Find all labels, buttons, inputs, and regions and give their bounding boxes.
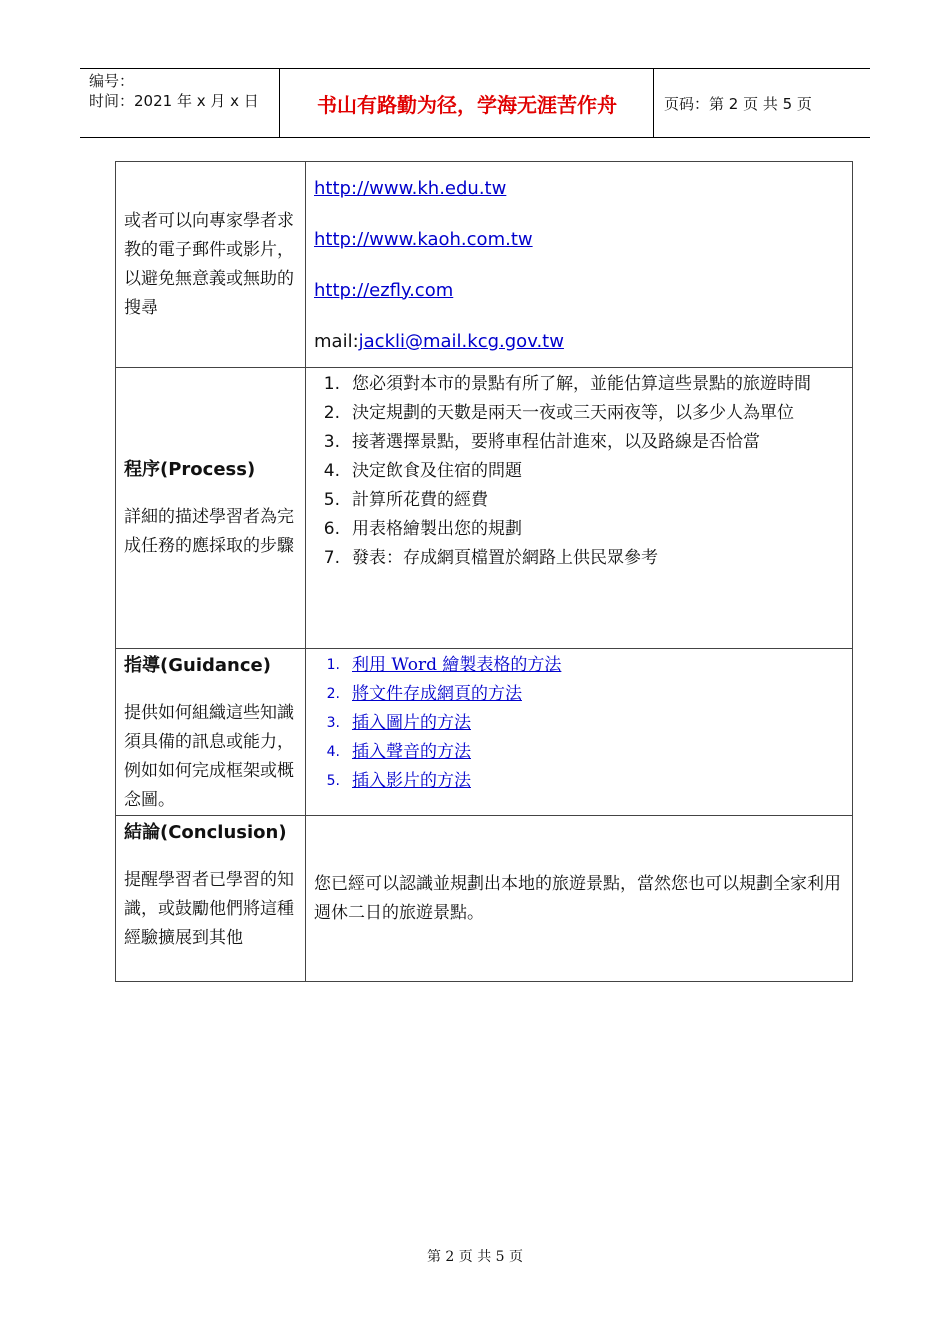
- link-kh-edu[interactable]: http://www.kh.edu.tw: [314, 177, 507, 199]
- guidance-link[interactable]: 插入聲音的方法: [352, 742, 471, 762]
- table-row: [116, 649, 853, 816]
- conclusion-label-cell: [116, 816, 306, 982]
- resources-desc: 或者可以向專家學者求教的電子郵件或影片，以避免無意義或無助的搜尋: [124, 210, 294, 318]
- process-step-2: [314, 399, 844, 428]
- link-kaoh[interactable]: http://www.kaoh.com.tw: [314, 228, 533, 250]
- page-number-label: 页码：第 2 页 共 5 页: [664, 94, 812, 113]
- guidance-item-3[interactable]: [314, 709, 844, 738]
- guidance-link[interactable]: 將文件存成網頁的方法: [352, 684, 522, 704]
- process-steps: [314, 370, 844, 573]
- table-row: [116, 162, 853, 368]
- guidance-link[interactable]: 插入圖片的方法: [352, 713, 471, 733]
- process-title: 程序(Process): [124, 459, 256, 480]
- step-text: 計算所花費的經費: [352, 490, 488, 510]
- number-label: 编号：: [89, 72, 135, 90]
- step-text: 發表：存成網頁檔置於網路上供民眾參考: [352, 548, 658, 568]
- list-number: 5.: [323, 490, 340, 510]
- process-desc: 詳細的描述學習者為完成任務的應採取的步驟: [124, 507, 294, 556]
- process-step-4: [314, 457, 844, 486]
- guidance-item-1[interactable]: [314, 651, 844, 680]
- table-row: [116, 368, 853, 649]
- table-row: [116, 816, 853, 982]
- mail-link[interactable]: jackli@mail.kcg.gov.tw: [358, 330, 564, 352]
- list-number: 1.: [323, 374, 340, 394]
- list-number: 4.: [323, 461, 340, 481]
- step-text: 接著選擇景點，要將車程估計進來，以及路線是否恰當: [352, 432, 760, 452]
- step-text: 用表格繪製出您的規劃: [352, 519, 522, 539]
- guidance-items-cell: [306, 649, 853, 816]
- list-number: 6.: [323, 519, 340, 539]
- list-number: 2.: [326, 686, 340, 702]
- process-step-6: [314, 515, 844, 544]
- guidance-title: 指導(Guidance): [124, 655, 271, 676]
- guidance-item-2[interactable]: [314, 680, 844, 709]
- list-number: 1.: [326, 657, 340, 673]
- header-meta: [80, 69, 280, 137]
- conclusion-text-cell: [306, 816, 853, 982]
- step-text: 決定規劃的天數是兩天一夜或三天兩夜等，以多少人為單位: [352, 403, 794, 423]
- mail-prefix: mail:: [314, 330, 359, 352]
- step-text: 您必須對本市的景點有所了解，並能估算這些景點的旅遊時間: [352, 374, 811, 394]
- list-number: 2.: [323, 403, 340, 423]
- guidance-item-5[interactable]: [314, 767, 844, 796]
- link-ezfly[interactable]: http://ezfly.com: [314, 279, 454, 301]
- list-number: 7.: [323, 548, 340, 568]
- guidance-label-cell: [116, 649, 306, 816]
- guidance-items: [314, 651, 844, 796]
- conclusion-title: 結論(Conclusion): [124, 822, 287, 843]
- list-number: 3.: [326, 715, 340, 731]
- step-text: 決定飲食及住宿的問題: [352, 461, 522, 481]
- resources-desc-cell: [116, 162, 306, 368]
- process-step-1: [314, 370, 844, 399]
- conclusion-desc: 提醒學習者已學習的知識，或鼓勵他們將這種經驗擴展到其他: [124, 870, 294, 948]
- list-number: 5.: [326, 773, 340, 789]
- list-number: 4.: [326, 744, 340, 760]
- process-step-3: [314, 428, 844, 457]
- guidance-link[interactable]: 插入影片的方法: [352, 771, 471, 791]
- guidance-desc: 提供如何組織這些知識須具備的訊息或能力，例如如何完成框架或概念圖。: [124, 703, 294, 810]
- process-steps-cell: [306, 368, 853, 649]
- time-label: 时间：2021 年 x 月 x 日: [89, 92, 259, 110]
- process-label-cell: [116, 368, 306, 649]
- page-header: [80, 68, 870, 138]
- page-footer: 第 2 页 共 5 页: [426, 1249, 524, 1265]
- webquest-table: [115, 161, 853, 982]
- resources-links-cell: [306, 162, 853, 368]
- guidance-link[interactable]: 利用 Word 繪製表格的方法: [352, 655, 562, 675]
- process-step-5: [314, 486, 844, 515]
- header-motto: 书山有路勤为径，学海无涯苦作舟: [281, 69, 654, 137]
- list-number: 3.: [323, 432, 340, 452]
- process-step-7: [314, 544, 844, 573]
- guidance-item-4[interactable]: [314, 738, 844, 767]
- conclusion-text: 您已經可以認識並規劃出本地的旅遊景點，當然您也可以規劃全家利用週休二日的旅遊景點。: [314, 873, 841, 923]
